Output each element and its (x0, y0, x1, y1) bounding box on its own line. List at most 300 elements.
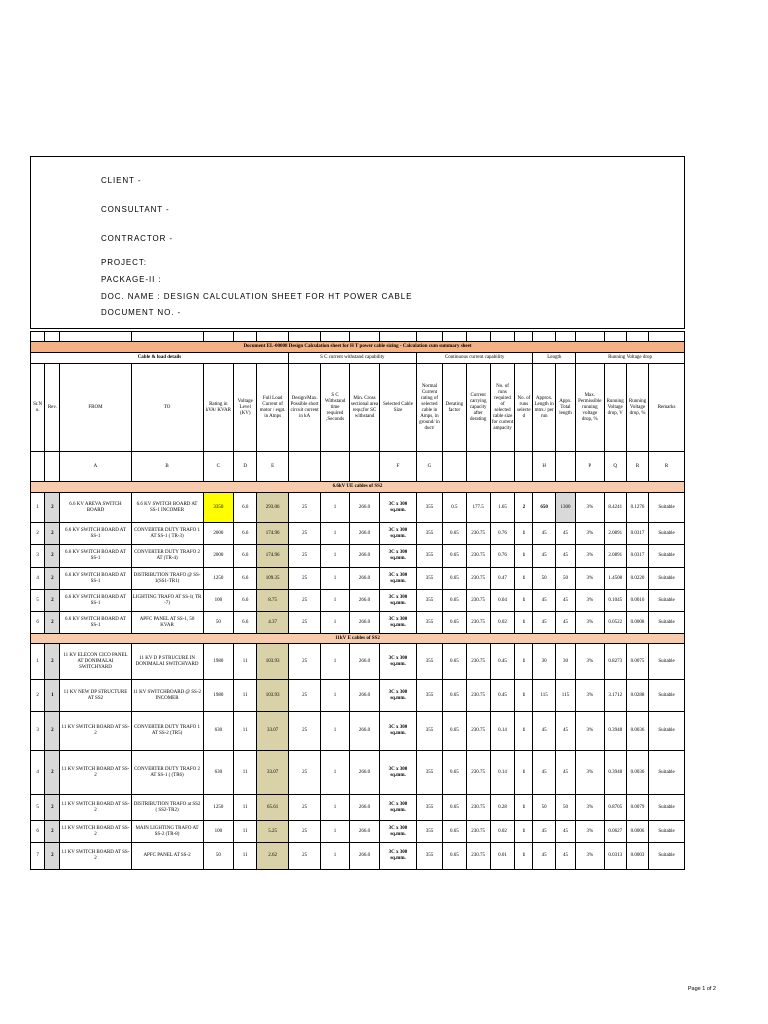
table-cell: 6.6 KV SWITCH BOARD AT SS-1 (60, 590, 131, 612)
table-cell: 230.75 (466, 795, 490, 821)
table-cell: 6.6 KV SWITCH BOARD AT SS-1 (60, 612, 131, 634)
table-cell: APFC PANEL AT SS-2 (131, 843, 203, 870)
table-cell: 355 (416, 821, 442, 843)
table-cell: 11 (234, 644, 257, 680)
table-cell: 25 (288, 493, 320, 523)
table-cell: 3C x 300 sq.mm. (380, 523, 417, 545)
table-cell: 2 (45, 590, 60, 612)
table-cell: Suitable (649, 590, 685, 612)
group-continuous-capability: Continuous current capability (416, 353, 533, 364)
column-header: Sr.No. (31, 364, 45, 452)
table-cell: 355 (416, 545, 442, 568)
table-row (31, 523, 685, 545)
table-cell: 0.65 (443, 545, 466, 568)
table-cell: 50 (533, 568, 555, 590)
table-cell: 1 (321, 680, 349, 712)
group-length: Length (533, 353, 576, 364)
table-cell: 109.35 (257, 568, 288, 590)
table-cell: 115 (533, 680, 555, 712)
column-letter (349, 452, 379, 482)
table-cell: 266.0 (349, 821, 379, 843)
table-cell: 25 (288, 590, 320, 612)
table-cell: 0.0220 (626, 568, 648, 590)
table-cell: 0.0313 (604, 843, 626, 870)
table-row (31, 545, 685, 568)
table-cell: Suitable (649, 545, 685, 568)
table-cell: 0.0006 (626, 821, 648, 843)
table-cell: LIGHTING TRAFO AT SS-1( TR -7) (131, 590, 203, 612)
table-cell: 1300 (555, 493, 575, 523)
table-cell: 3% (576, 712, 604, 751)
table-cell: 266.0 (349, 712, 379, 751)
table-cell: 1250 (203, 568, 233, 590)
table-cell: 25 (288, 795, 320, 821)
table-cell: 2000 (203, 545, 233, 568)
table-cell: 45 (533, 590, 555, 612)
table-cell: 50 (555, 795, 575, 821)
table-cell: 2 (45, 545, 60, 568)
table-cell: 0.14 (490, 751, 514, 795)
table-cell: 355 (416, 680, 442, 712)
group-header-row (31, 353, 685, 364)
table-cell: 3C x 300 sq.mm. (380, 493, 417, 523)
table-cell: 100 (203, 821, 233, 843)
table-cell: 45 (555, 523, 575, 545)
table-cell: 6.6 (234, 568, 257, 590)
table-cell: 266.0 (349, 751, 379, 795)
table-cell: 6.6 (234, 590, 257, 612)
group-voltage-drop: Running Voltage drop (576, 353, 685, 364)
column-letter: Q (604, 452, 626, 482)
table-cell: 30 (555, 644, 575, 680)
table-cell: 6.6 (234, 493, 257, 523)
table-cell: 230.75 (466, 612, 490, 634)
table-cell: 0.65 (443, 523, 466, 545)
table-cell: 3% (576, 568, 604, 590)
column-header: Running Voltage drop, V (604, 364, 626, 452)
table-cell: 2.0891 (604, 523, 626, 545)
table-cell: Suitable (649, 493, 685, 523)
table-cell: 45 (533, 751, 555, 795)
table-cell: 1 (321, 843, 349, 870)
table-row (31, 795, 685, 821)
table-cell: 3% (576, 493, 604, 523)
table-cell: Suitable (649, 680, 685, 712)
table-row (31, 644, 685, 680)
table-cell: 3C x 300 sq.mm. (380, 644, 417, 680)
table-cell: 50 (203, 843, 233, 870)
table-cell: 0.0079 (626, 795, 648, 821)
group-sc-capability: S C current withstand capability (288, 353, 416, 364)
table-cell: 1 (321, 590, 349, 612)
table-cell: CONVERTER DUTY TRAFO 1 AT SS-1 ( TR-3) (131, 523, 203, 545)
table-cell: 0.8705 (604, 795, 626, 821)
table-cell: 3% (576, 843, 604, 870)
table-cell: 1.65 (490, 493, 514, 523)
table-cell: 2 (45, 751, 60, 795)
table-cell: 293.06 (257, 493, 288, 523)
table-cell: 3350 (203, 493, 233, 523)
table-cell: 4 (31, 568, 45, 590)
table-cell: 45 (533, 843, 555, 870)
table-cell: 230.75 (466, 843, 490, 870)
table-cell: 30 (533, 644, 555, 680)
table-cell: 355 (416, 493, 442, 523)
table-cell: 1980 (203, 680, 233, 712)
table-cell: 0.0003 (626, 843, 648, 870)
table-cell: APFC PANEL AT SS-1, 50 KVAR (131, 612, 203, 634)
table-cell: 25 (288, 821, 320, 843)
table-cell: 1 (321, 795, 349, 821)
table-cell: 3C x 300 sq.mm. (380, 545, 417, 568)
table-cell: 0.65 (443, 821, 466, 843)
table-cell: 100 (203, 590, 233, 612)
table-cell: 11 KV SWITCHBOARD @ SS-2 INCOMER (131, 680, 203, 712)
table-cell: 25 (288, 612, 320, 634)
table-cell: 50 (555, 568, 575, 590)
table-cell: 1 (515, 568, 533, 590)
column-header: Approx. Length in mtrs./ per run (533, 364, 555, 452)
table-cell: 3C x 300 sq.mm. (380, 821, 417, 843)
table-cell: 45 (555, 712, 575, 751)
table-cell: 0.28 (490, 795, 514, 821)
page-number: Page 1 of 2 (687, 986, 716, 992)
table-cell: 3C x 300 sq.mm. (380, 568, 417, 590)
table-cell: 6.6 KV SWITCH BOARD AT SS-1 (60, 545, 131, 568)
column-letter (466, 452, 490, 482)
table-cell: 355 (416, 523, 442, 545)
table-cell: 0.14 (490, 712, 514, 751)
column-header: Normal Current rating of selected cable in Amps, in ground/ in duct/ (416, 364, 442, 452)
table-cell: 45 (533, 545, 555, 568)
table-cell: 1 (321, 751, 349, 795)
column-letter: B (131, 452, 203, 482)
table-cell: 45 (555, 545, 575, 568)
table-cell: 3% (576, 751, 604, 795)
table-cell: 1 (515, 712, 533, 751)
table-cell: 45 (533, 523, 555, 545)
table-cell: 266.0 (349, 523, 379, 545)
table-cell: Suitable (649, 821, 685, 843)
table-cell: 3 (31, 712, 45, 751)
table-cell: 45 (555, 843, 575, 870)
table-cell: 355 (416, 612, 442, 634)
table-cell: 2 (31, 523, 45, 545)
table-cell: Suitable (649, 612, 685, 634)
table-cell: 3% (576, 644, 604, 680)
column-letter (45, 452, 60, 482)
doc-name-label: DOC. NAME : DESIGN CALCULATION SHEET FOR HT POWER CABLE (101, 292, 413, 301)
table-row (31, 612, 685, 634)
table-cell: 266.0 (349, 568, 379, 590)
table-cell: 177.5 (466, 493, 490, 523)
table-cell: 45 (555, 821, 575, 843)
table-cell: 355 (416, 644, 442, 680)
section-title: 11kV E cables of SS2 (31, 634, 685, 644)
table-cell: 0.76 (490, 545, 514, 568)
column-header: Rev. (45, 364, 60, 452)
doc-no-label: DOCUMENT NO. - (101, 308, 182, 317)
table-cell: 11 KV SWITCH BOARD AT SS-2 (60, 712, 131, 751)
table-cell: 0.65 (443, 712, 466, 751)
column-letter-row (31, 452, 685, 482)
table-cell: 1 (321, 568, 349, 590)
table-cell: 1 (321, 523, 349, 545)
table-cell: 6.6 (234, 612, 257, 634)
table-cell: 3C x 300 sq.mm. (380, 612, 417, 634)
table-cell: 3C x 300 sq.mm. (380, 843, 417, 870)
table-cell: 8.4241 (604, 493, 626, 523)
table-cell: 50 (203, 612, 233, 634)
table-cell: 0.1045 (604, 590, 626, 612)
table-cell: 0.0036 (626, 712, 648, 751)
table-row (31, 712, 685, 751)
table-cell: 0.0036 (626, 751, 648, 795)
table-cell: 11 (234, 821, 257, 843)
column-header: Remarks (649, 364, 685, 452)
table-cell: 0.65 (443, 680, 466, 712)
table-cell: 0.0016 (626, 590, 648, 612)
table-row (31, 821, 685, 843)
table-cell: 3C x 300 sq.mm. (380, 680, 417, 712)
table-cell: 3.1712 (604, 680, 626, 712)
column-header: Full Load Current of motor / eqpt. in Amps (257, 364, 288, 452)
table-cell: 2 (45, 843, 60, 870)
table-cell: 355 (416, 712, 442, 751)
table-cell: 25 (288, 644, 320, 680)
table-cell: 2 (45, 795, 60, 821)
column-header: Rating in kVA/ KVAR (203, 364, 233, 452)
table-cell: 0.65 (443, 751, 466, 795)
table-cell: 1 (321, 821, 349, 843)
table-cell: 230.75 (466, 821, 490, 843)
table-cell: 0.65 (443, 644, 466, 680)
table-cell: 1 (321, 612, 349, 634)
column-header: TO (131, 364, 203, 452)
table-cell: 5 (31, 590, 45, 612)
table-cell: 230.75 (466, 751, 490, 795)
table-cell: 11 (234, 751, 257, 795)
table-cell: 266.0 (349, 590, 379, 612)
table-cell: 266.0 (349, 843, 379, 870)
table-row (31, 590, 685, 612)
column-letter (288, 452, 320, 482)
column-header: Derating factor (443, 364, 466, 452)
column-header: Selected Cable Size (380, 364, 417, 452)
spacer-row (31, 332, 685, 342)
table-cell: 1 (515, 612, 533, 634)
table-cell: 6 (31, 612, 45, 634)
table-cell: 33.07 (257, 751, 288, 795)
column-header: S C Withstand time required ,Seconds (321, 364, 349, 452)
table-cell: 355 (416, 843, 442, 870)
table-cell: 3% (576, 821, 604, 843)
table-cell: 174.96 (257, 523, 288, 545)
table-cell: 11 KV SWITCH BOARD AT SS-2 (60, 843, 131, 870)
table-cell: 0.65 (443, 843, 466, 870)
table-cell: 0.02 (490, 821, 514, 843)
table-cell: 0.0627 (604, 821, 626, 843)
table-cell: 1 (321, 493, 349, 523)
table-cell: 1 (31, 644, 45, 680)
table-cell: 11 (234, 712, 257, 751)
table-cell: 6.6 KV SWITCH BOARD AT SS-1 (60, 523, 131, 545)
table-cell: 25 (288, 843, 320, 870)
table-cell: 1980 (203, 644, 233, 680)
table-cell: 1 (321, 545, 349, 568)
table-cell: 45 (555, 612, 575, 634)
table-row (31, 568, 685, 590)
table-cell: 11 KV SWITCH BOARD AT SS-2 (60, 751, 131, 795)
table-cell: 2 (45, 712, 60, 751)
table-title: Document EL-00008 Design Calculation sheet for H T power cable sizing - Calculation cum summary sheet (31, 342, 685, 353)
table-cell: 3C x 300 sq.mm. (380, 751, 417, 795)
table-cell: 0.5 (443, 493, 466, 523)
table-cell: 6.6 KV SWITCH BOARD AT SS-1 INCOMER (131, 493, 203, 523)
table-cell: 0.47 (490, 568, 514, 590)
table-cell: 2 (45, 821, 60, 843)
table-cell: 6.6 (234, 523, 257, 545)
table-cell: 2.62 (257, 843, 288, 870)
table-cell: 5.25 (257, 821, 288, 843)
table-cell: 1 (31, 493, 45, 523)
project-label: PROJECT: (101, 258, 147, 267)
table-cell: 1.4508 (604, 568, 626, 590)
table-cell: 2 (45, 568, 60, 590)
column-letter: C (203, 452, 233, 482)
table-cell: 8.75 (257, 590, 288, 612)
table-cell: 650 (533, 493, 555, 523)
column-header: No. of runs required of selected cable size for current ampacity (490, 364, 514, 452)
table-cell: Suitable (649, 795, 685, 821)
table-cell: 1 (515, 843, 533, 870)
table-cell: Suitable (649, 712, 685, 751)
table-cell: 2 (45, 493, 60, 523)
table-cell: 3% (576, 612, 604, 634)
table-cell: 11 KV D P STRUCURE IN DONIMALAI SWITCHYARD (131, 644, 203, 680)
table-row (31, 493, 685, 523)
column-letter: P (576, 452, 604, 482)
table-row (31, 751, 685, 795)
table-cell: 0.76 (490, 523, 514, 545)
table-cell: 630 (203, 751, 233, 795)
table-cell: 25 (288, 751, 320, 795)
table-cell: 266.0 (349, 644, 379, 680)
table-cell: 0.0008 (626, 612, 648, 634)
table-cell: 266.0 (349, 795, 379, 821)
table-cell: 1 (515, 821, 533, 843)
column-header-row (31, 364, 685, 452)
table-cell: 355 (416, 568, 442, 590)
table-cell: 1 (515, 644, 533, 680)
table-cell: 1 (515, 545, 533, 568)
table-cell: 11 KV SWITCH BOARD AT SS-2 (60, 821, 131, 843)
column-letter (515, 452, 533, 482)
column-letter: H (533, 452, 555, 482)
table-cell: 50 (533, 795, 555, 821)
table-cell: 355 (416, 751, 442, 795)
table-cell: 0.8273 (604, 644, 626, 680)
section-row (31, 634, 685, 644)
table-cell: 1 (515, 680, 533, 712)
table-row (31, 680, 685, 712)
table-cell: 0.02 (490, 612, 514, 634)
table-cell: 2000 (203, 523, 233, 545)
table-cell: 0.45 (490, 644, 514, 680)
table-cell: 230.75 (466, 712, 490, 751)
section-title: 6.6kV UE cables of SS2 (31, 482, 685, 493)
column-letter: R (626, 452, 648, 482)
table-cell: 230.75 (466, 644, 490, 680)
table-cell: 3% (576, 523, 604, 545)
column-letter (321, 452, 349, 482)
table-cell: 3C x 300 sq.mm. (380, 590, 417, 612)
table-cell: 230.75 (466, 680, 490, 712)
column-header: Min. Cross sectional area requ;for SC withstand (349, 364, 379, 452)
table-cell: 33.07 (257, 712, 288, 751)
table-cell: 25 (288, 545, 320, 568)
cable-calculation-table (30, 331, 685, 870)
table-cell: 2 (515, 493, 533, 523)
table-cell: 266.0 (349, 493, 379, 523)
table-cell: 230.75 (466, 590, 490, 612)
column-letter: E (257, 452, 288, 482)
column-letter: G (416, 452, 442, 482)
table-cell: 3% (576, 680, 604, 712)
table-cell: 2 (31, 680, 45, 712)
table-cell: 266.0 (349, 545, 379, 568)
table-cell: Suitable (649, 644, 685, 680)
table-cell: 0.0317 (626, 523, 648, 545)
table-cell: 11 (234, 795, 257, 821)
column-letter (490, 452, 514, 482)
table-cell: 0.04 (490, 590, 514, 612)
table-cell: CONVERTER DUTY TRAFO 1 AT SS-2 (TR5) (131, 712, 203, 751)
table-cell: 2.0891 (604, 545, 626, 568)
table-cell: 0.0522 (604, 612, 626, 634)
table-cell: 1 (321, 712, 349, 751)
table-cell: 7 (31, 843, 45, 870)
table-cell: 266.0 (349, 612, 379, 634)
table-cell: 65.61 (257, 795, 288, 821)
table-cell: 630 (203, 712, 233, 751)
table-cell: MAIN LIGHTING TRAFO AT SS-2 (TR-8) (131, 821, 203, 843)
table-cell: 3% (576, 545, 604, 568)
table-cell: Suitable (649, 568, 685, 590)
table-cell: 25 (288, 680, 320, 712)
column-header: FROM (60, 364, 131, 452)
package-label: PACKAGE-II : (101, 275, 162, 284)
column-header: No. of runs selected (515, 364, 533, 452)
table-cell: 174.96 (257, 545, 288, 568)
table-cell: 230.75 (466, 545, 490, 568)
table-cell: 0.0288 (626, 680, 648, 712)
table-cell: 11 KV NEW DP STRUCTURE AT SS2 (60, 680, 131, 712)
column-header: Current carrying capacity after derating (466, 364, 490, 452)
consultant-label: CONSULTANT - (101, 205, 170, 214)
column-letter: A (60, 452, 131, 482)
table-cell: 230.75 (466, 568, 490, 590)
table-cell: 103.93 (257, 680, 288, 712)
table-cell: 355 (416, 590, 442, 612)
column-letter: F (380, 452, 417, 482)
table-cell: 2 (45, 612, 60, 634)
table-row (31, 843, 685, 870)
table-cell: 0.0317 (626, 545, 648, 568)
column-letter (443, 452, 466, 482)
table-cell: 0.3948 (604, 712, 626, 751)
table-cell: 0.01 (490, 843, 514, 870)
